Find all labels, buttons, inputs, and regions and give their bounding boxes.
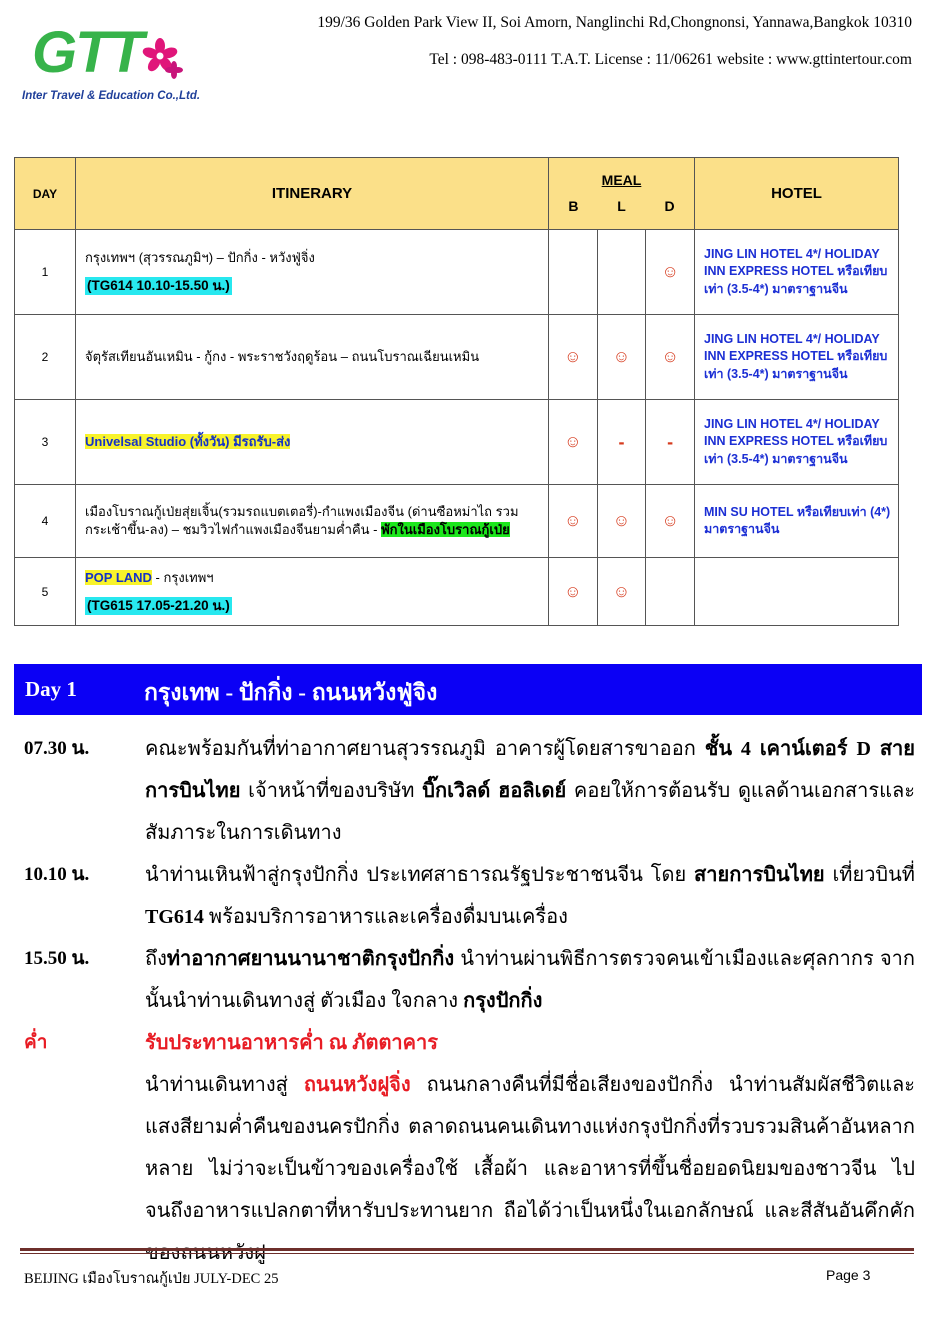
entry-bold: กรุงปักกิ่ง	[463, 990, 543, 1012]
meal-d-label: D	[664, 197, 675, 214]
company-logo	[18, 20, 201, 114]
entry-text-part: พร้อมบริการอาหารและเครื่องดื่มบนเครื่อง	[203, 906, 568, 928]
meal-letters	[549, 198, 694, 214]
entry-text	[145, 854, 915, 938]
flight-info: (TG614 10.10-15.50 น.)	[87, 278, 230, 293]
row-itinerary	[76, 485, 549, 558]
table-row	[15, 485, 899, 558]
meal-breakfast: ☺	[549, 400, 598, 485]
itinerary-highlight: Univelsal Studio (ทั้งวัน) มีรถรับ-ส่ง	[85, 434, 291, 449]
footer-rule-thin	[20, 1253, 914, 1254]
row-itinerary	[76, 315, 549, 400]
entry-bold: ท่าอากาศยานนานาชาติกรุงปักกิ่ง	[166, 948, 455, 970]
day-schedule	[0, 728, 950, 1274]
entry-text	[145, 728, 915, 854]
company-contact: Tel : 098-483-0111 T.A.T. License : 11/06261 website : www.gttintertour.com	[429, 51, 912, 68]
meal-lunch: ☺	[597, 315, 646, 400]
meal-dinner	[646, 558, 695, 626]
row-day: 4	[15, 485, 76, 558]
header-day: DAY	[15, 158, 76, 230]
meal-lunch	[597, 230, 646, 315]
row-itinerary	[76, 230, 549, 315]
meal-dinner: ☺	[646, 230, 695, 315]
footer-rule	[20, 1248, 914, 1251]
logo-text: GTT	[32, 20, 142, 85]
meal-lunch: ☺	[597, 558, 646, 626]
meal-breakfast	[549, 230, 598, 315]
meal-b-label: B	[568, 197, 579, 214]
entry-bold: ชั้น 4 เคาน์เตอร์ D สายการบินไทย	[145, 738, 915, 802]
entry-text-part: คณะพร้อมกันที่ท่าอากาศยานสุวรรณภูมิ อาคารผู้โดยสารขาออก	[145, 738, 705, 760]
dinner-text: รับประทานอาหารค่ำ ณ ภัตตาคาร	[145, 1032, 439, 1054]
header-itinerary: ITINERARY	[76, 158, 549, 230]
banner-title: กรุงเทพ - ปักกิ่ง - ถนนหวังฟู่จิง	[144, 680, 438, 705]
entry-bold: TG614	[145, 906, 204, 928]
entry-text-part: นำท่านเดินทางสู่	[145, 1074, 304, 1096]
itinerary-table	[14, 157, 899, 626]
entry-time: 10.10 น.	[24, 864, 90, 885]
row-hotel: MIN SU HOTEL หรือเทียบเท่า (4*) มาตราฐานจีน	[695, 485, 899, 558]
schedule-entry	[0, 1022, 950, 1064]
row-day: 5	[15, 558, 76, 626]
row-day: 2	[15, 315, 76, 400]
meal-lunch: -	[597, 400, 646, 485]
meal-dinner: ☺	[646, 315, 695, 400]
itinerary-highlight: พักในเมืองโบราณกู้เป่ย	[381, 522, 510, 537]
day-banner	[14, 664, 922, 715]
itinerary-text: กรุงเทพฯ (สุวรรณภูมิฯ) – ปักกิ่ง - หวังฟู่จิ่ง	[85, 250, 315, 265]
header-meal	[549, 158, 695, 230]
table-row	[15, 230, 899, 315]
row-day: 3	[15, 400, 76, 485]
row-hotel: JING LIN HOTEL 4*/ HOLIDAY INN EXPRESS HOTEL หรือเทียบเท่า (3.5-4*) มาตราฐานจีน	[695, 315, 899, 400]
meal-breakfast: ☺	[549, 558, 598, 626]
flower-icon	[136, 36, 184, 80]
entry-text-part: เจ้าหน้าที่ของบริษัท	[240, 780, 423, 802]
meal-dinner: -	[646, 400, 695, 485]
entry-text-part: นำท่านผ่านพิธีการตรวจคนเข้าเมืองและศุลกากร จากนั้นนำท่านเดินทางสู่ ตัวเมือง ใจกลาง	[145, 948, 915, 1012]
meal-breakfast: ☺	[549, 315, 598, 400]
entry-text	[145, 1064, 915, 1274]
itinerary-text: จัตุรัสเทียนอันเหมิน - กู้กง - พระราชวังฤดูร้อน – ถนนโบราณเฉียนเหมิน	[85, 349, 480, 364]
banner-day: Day 1	[25, 677, 77, 701]
meal-l-label: L	[617, 197, 626, 214]
row-hotel	[695, 558, 899, 626]
table-row	[15, 558, 899, 626]
schedule-entry	[0, 854, 950, 938]
entry-bold: บิ๊กเวิลด์ ฮอลิเดย์	[422, 780, 567, 802]
meal-dinner: ☺	[646, 485, 695, 558]
page-number: Page 3	[826, 1267, 871, 1283]
entry-time: ค่ำ	[24, 1032, 48, 1053]
entry-text-part: เที่ยวบินที่	[824, 864, 915, 886]
schedule-entry	[0, 1064, 950, 1274]
entry-time: 15.50 น.	[24, 948, 90, 969]
header-hotel: HOTEL	[695, 158, 899, 230]
entry-text	[145, 1022, 915, 1064]
table-row	[15, 315, 899, 400]
row-hotel: JING LIN HOTEL 4*/ HOLIDAY INN EXPRESS HOTEL หรือเทียบเท่า (3.5-4*) มาตราฐานจีน	[695, 230, 899, 315]
meal-title: MEAL	[601, 171, 642, 188]
row-hotel: JING LIN HOTEL 4*/ HOLIDAY INN EXPRESS HOTEL หรือเทียบเท่า (3.5-4*) มาตราฐานจีน	[695, 400, 899, 485]
row-itinerary	[76, 558, 549, 626]
meal-breakfast: ☺	[549, 485, 598, 558]
entry-text	[145, 938, 915, 1022]
logo-subtitle: Inter Travel & Education Co.,Ltd.	[22, 90, 201, 102]
schedule-entry	[0, 938, 950, 1022]
company-address: 199/36 Golden Park View II, Soi Amorn, Nanglinchi Rd,Chongnonsi, Yannawa,Bangkok 10310	[317, 14, 912, 31]
footer-title: BEIJING เมืองโบราณกู้เป่ย JULY-DEC 25	[24, 1271, 279, 1287]
itinerary-highlight: POP LAND	[85, 569, 152, 585]
itinerary-text: เมืองโบราณกู้เป่ยสุ่ยเจิ้น(รวมรถแบตเตอรี่)-กำแพงเมืองจีน (ด่านซือหม่าไถ รวมกระเช้าขึ้น-ลง) – ชมวิวไฟกำแพงเมืองจีนยามค่ำคืน -	[85, 504, 519, 537]
schedule-entry	[0, 728, 950, 854]
itinerary-text: - กรุงเทพฯ	[151, 569, 214, 585]
entry-text-part: ถนนกลางคืนที่มีชื่อเสียงของปักกิ่ง นำท่านสัมผัสชีวิตและแสงสียามค่ำคืนของนครปักกิ่ง ตลาดถนนคนเดินทางแห่งกรุงปักกิ่งที่รวบรวมสินค้าอันหลากหลาย ไม่ว่าจะเป็นข้าวของเครื่องใช้ เสื้อผ้า และอาหารที่ขึ้นชื่อยอดนิยมของชาวจีน ไปจนถึงอาหารแปลกตาที่หารับประทานยาก ถือได้ว่าเป็นหนึ่งในเอกลักษณ์ และสีสันอันคึกคัก	[145, 1074, 915, 1222]
entry-text-part: คอยให้การต้อนรับ ดูแลด้านเอกสารและสัมภาระในการเดินทาง	[145, 780, 915, 844]
entry-bold: สายการบินไทย	[694, 864, 825, 886]
row-itinerary	[76, 400, 549, 485]
row-day: 1	[15, 230, 76, 315]
entry-text-part: นำท่านเหินฟ้าสู่กรุงปักกิ่ง ประเทศสาธารณรัฐประชาชนจีน โดย	[145, 864, 695, 886]
table-row	[15, 400, 899, 485]
table-header-row	[15, 158, 899, 230]
meal-lunch: ☺	[597, 485, 646, 558]
entry-text-part: ถึง	[145, 948, 167, 970]
entry-red-highlight: ถนนหวังฝูจิ่ง	[303, 1074, 411, 1096]
entry-time: 07.30 น.	[24, 738, 90, 759]
flight-info: (TG615 17.05-21.20 น.)	[87, 597, 230, 613]
